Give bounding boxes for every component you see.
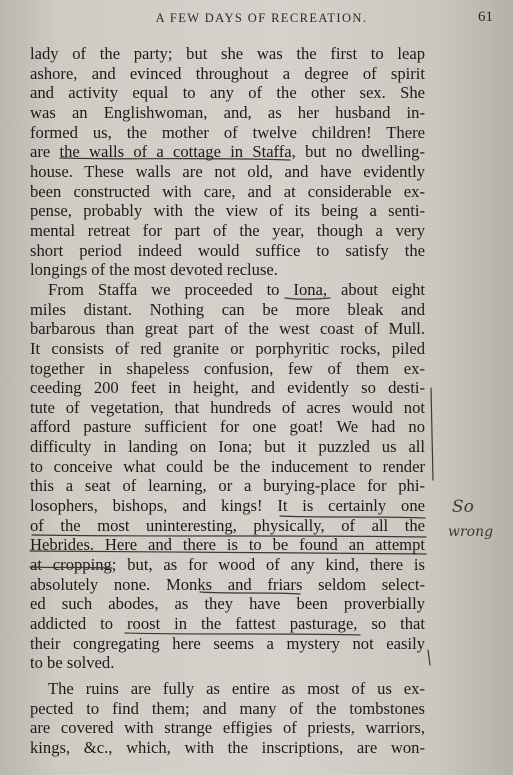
text-line: formed us, the mother of twelve children! There — [30, 122, 425, 142]
text-line: to be solved. — [30, 653, 115, 673]
pencil-underline — [285, 298, 330, 299]
page-number: 61 — [478, 9, 493, 25]
text-line: house. These walls are not old, and have evidently — [30, 161, 425, 181]
marginal-note: wrong — [448, 524, 494, 540]
margin-mark — [428, 650, 430, 665]
text-line: difficulty in landing on Iona; but it puzzled us all — [30, 437, 425, 457]
pencil-underline — [32, 535, 426, 537]
text-line: are covered with strange effigies of priests, warriors, — [30, 718, 425, 738]
text-line: addicted to roost in the fattest pasturage, so that — [30, 614, 425, 634]
text-line: ceeding 200 feet in height, and evidently so desti- — [30, 378, 425, 398]
pencil-underline — [200, 592, 300, 594]
text-line: are the walls of a cottage in Staffa, but no dwelling- — [30, 142, 425, 162]
text-line: been constructed with care, and at considerable ex- — [30, 181, 425, 201]
text-line: miles distant. Nothing can be more bleak and — [30, 299, 425, 319]
text-line: longings of the most devoted recluse. — [30, 260, 278, 280]
text-line: pense, probably with the view of its being a senti- — [30, 201, 425, 221]
margin-mark — [431, 388, 433, 480]
text-line: afford pasture sufficient for one goat! We had no — [30, 417, 425, 437]
pencil-underline — [30, 551, 426, 554]
text-line: tute of vegetation, that hundreds of acres would not — [30, 397, 425, 417]
text-line: mental retreat for part of the year, though a very — [30, 220, 425, 240]
pencil-underline — [30, 567, 112, 568]
text-line: absolutely none. Monks and friars seldom select- — [30, 574, 425, 594]
text-line: at cropping; but, as for wood of any kind, there is — [30, 555, 425, 575]
text-line: together in shapeless confusion, few of them ex- — [30, 358, 425, 378]
text-line: was an Englishwoman, and, as her husband in- — [30, 102, 425, 122]
text-line: of the most uninteresting, physically, of all the — [30, 515, 425, 535]
text-line: Hebrides. Here and there is to be found an attempt — [30, 535, 425, 555]
text-line: ed such abodes, as they have been proverbially — [30, 594, 425, 614]
text-line: short period indeed would suffice to satisfy the — [30, 240, 425, 260]
text-line: From Staffa we proceeded to Iona, about eight — [48, 279, 425, 299]
text-line: their congregating here seems a mystery not easily — [30, 633, 425, 653]
text-line: ashore, and evinced throughout a degree of spirit — [30, 63, 425, 83]
text-line: lady of the party; but she was the first to leap — [30, 44, 425, 63]
marginal-note: So — [452, 497, 474, 517]
pencil-underline — [60, 158, 290, 160]
text-line: pected to find them; and many of the tombstones — [30, 698, 425, 718]
text-line: this a seat of learning, or a burying-place for phi- — [30, 476, 425, 496]
pencil-underline — [125, 633, 360, 635]
text-line: kings, &c., which, with the inscriptions, are won- — [30, 737, 425, 757]
pencil-underline — [280, 516, 425, 518]
text-line: losophers, bishops, and kings! It is certainly one — [30, 496, 425, 516]
text-line: The ruins are fully as entire as most of us ex- — [48, 679, 425, 698]
text-line: barbarous than great part of the west coast of Mull. — [30, 319, 425, 339]
text-line: and activity equal to any of the other sex. She — [30, 83, 425, 103]
running-title: A FEW DAYS OF RECREATION. — [155, 11, 368, 25]
text-line: It consists of red granite or porphyritic rocks, piled — [30, 338, 425, 358]
text-line: to conceive what could be the inducement to render — [30, 456, 425, 476]
